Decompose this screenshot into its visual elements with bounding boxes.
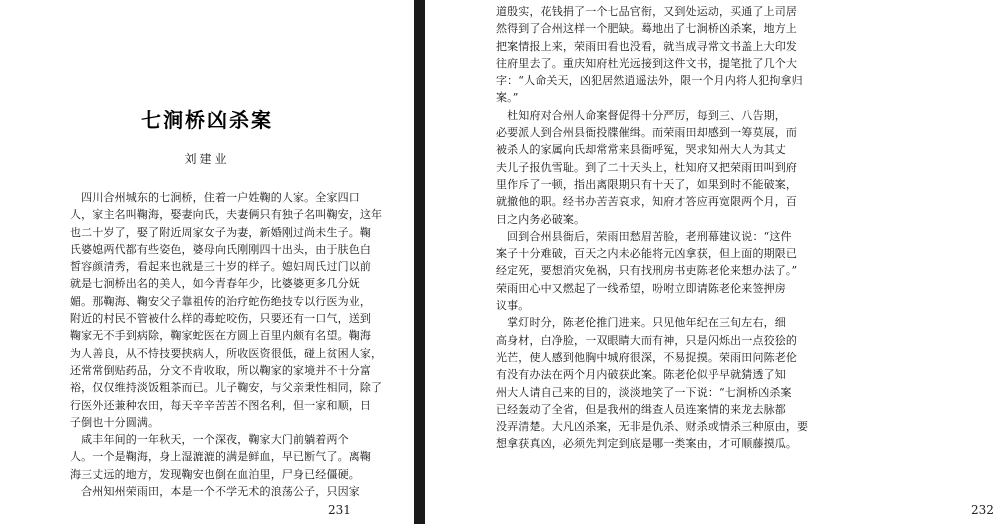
text-line: 往府里去了。重庆知府杜光远接到这件文书，提笔批了几个大 <box>496 56 798 70</box>
text-line: 裕，仅仅维持淡饭粗茶而已。儿子鞠安，与父亲秉性相同，除了 <box>70 381 383 395</box>
text-line: 州大人请自己来的目的，淡淡地笑了一下说：“七涧桥凶杀案 <box>496 385 792 399</box>
text-line: 荣雨田心中又燃起了一线希望，吩咐立即请陈老伦来签押房 <box>496 281 786 295</box>
text-line: 海三丈远的地方，发现鞠安也倒在血泊里，尸身已经僵硬。 <box>70 467 360 481</box>
text-line: 合州知州荣雨田，本是一个不学无术的浪荡公子，只因家 <box>70 485 360 499</box>
text-line: 没弄清楚。大凡凶杀案，无非是仇杀、财杀或情杀三种原由，要 <box>496 420 809 434</box>
author-name: 刘建业 <box>184 152 230 166</box>
page-number-left: 231 <box>328 503 351 517</box>
text-line: 有没有办法在两个月内破获此案。陈老伦似乎早就猜透了知 <box>496 368 786 382</box>
right-body-text <box>496 3 808 470</box>
text-line: 也二十岁了，娶了附近周家女子为妻，新婚刚过尚未生子。鞠 <box>70 225 372 239</box>
text-line: 人，家主名叫鞠海，娶妻向氏，夫妻俩只有独子名叫鞠安，这年 <box>70 208 383 222</box>
text-line: 掌灯时分，陈老伦推门进来。只见他年纪在三旬左右，细 <box>496 316 786 330</box>
text-line: 就撤他的职。经书办苦苦哀求，知府才答应再宽限两个月，百 <box>496 195 798 209</box>
left-page <box>0 0 414 524</box>
text-line: 已经轰动了全省，但是我州的缉查人员连案情的来龙去脉都 <box>496 402 786 416</box>
left-body-text <box>70 189 383 500</box>
text-line: 咸丰年间的一年秋天，一个深夜，鞠家大门前躺着两个 <box>70 433 349 447</box>
text-line: 案。” <box>496 91 519 105</box>
text-line: 字：“人命关天，凶犯居然逍遥法外，限一个月内将人犯拘拿归 <box>496 74 803 88</box>
text-line: 必要派人到合州县衙投牒催缉。而荣雨田却感到一筹莫展，而 <box>496 126 798 140</box>
text-line: 附近的村民不管被什么样的毒蛇咬伤，只要还有一口气，送到 <box>70 312 372 326</box>
text-line: 被杀人的家属向氏却常常来县衙呼冤，哭求知州大人为其丈 <box>496 143 786 157</box>
text-line: 把案情报上来，荣雨田看也没看，就当成寻常文书盖上大印发 <box>496 39 798 53</box>
text-line: 道殷实，花钱捐了一个七品官衔，又到处运动，买通了上司居 <box>496 5 798 18</box>
text-line: 里作斥了一顿，指出离限期只有十天了，如果到时不能破案， <box>496 177 798 191</box>
text-line <box>496 453 808 470</box>
text-line: 议事。 <box>496 299 530 313</box>
text-line: 光芒，使人感到他胸中城府很深，不易捉摸。荣雨田问陈老伦 <box>496 350 798 364</box>
text-line: 经定死，要想消灾免祸，只有找刑房书吏陈老伦来想办法了。” <box>496 264 798 278</box>
text-line: 日之内务必破案。 <box>496 212 586 226</box>
text-line: 四川合州城东的七涧桥，住着一户姓鞠的人家。全家四口 <box>70 191 360 204</box>
text-line: 鞠家无不手到病除，鞠家蛇医在方圆上百里内颇有名望。鞠海 <box>70 329 372 343</box>
text-line: 就是七涧桥出名的美人，如今青春年少，比婆婆更多几分妩 <box>70 277 360 291</box>
text-line: 还常常倒贴药品，分文不肯收取，所以鞠家的家境并不十分富 <box>70 363 372 377</box>
text-line: 行医外还兼种农田，每天辛辛苦苦不图名利，但一家和顺，日 <box>70 398 372 412</box>
text-line: 杜知府对合州人命案督促得十分严厉，每到三、八告期， <box>496 108 786 122</box>
text-line: 子倒也十分圆满。 <box>70 415 160 429</box>
text-line: 氏婆媳两代都有些姿色，婆母向氏刚刚四十出头，由于肤色白 <box>70 242 372 256</box>
text-line: 为人善良，从不恃技要挟病人，所收医资很低，碰上贫困人家， <box>70 346 383 360</box>
text-line: 案子十分难破，百天之内未必能将元凶拿获，但上面的期限已 <box>496 247 798 261</box>
page-number-right: 232 <box>971 503 994 517</box>
text-line: 皙容颜清秀，看起来也就是三十岁的样子。媳妇周氏过门以前 <box>70 260 372 274</box>
text-line: 然得到了合州这样一个肥缺。蓦地出了七涧桥凶杀案，地方上 <box>496 22 798 36</box>
text-line: 人。一个是鞠海，身上湿漉漉的满是鲜血，早已断气了。离鞠 <box>70 450 372 464</box>
text-line: 高身材，白净脸，一双眼睛大而有神，只是闪烁出一点狡狯的 <box>496 333 798 347</box>
text-line: 回到合州县衙后，荣雨田愁眉苦脸，老刑幕建议说：“这件 <box>496 229 792 243</box>
book-gutter <box>414 0 425 524</box>
text-line: 媚。那鞠海、鞠安父子靠祖传的治疗蛇伤绝技专以行医为业， <box>70 294 372 308</box>
text-line: 想拿获真凶，必须先判定到底是哪一类案由，才可顺藤摸瓜。 <box>496 437 798 451</box>
text-line: 夫儿子报仇雪耻。到了二十天头上，杜知府又把荣雨田叫到府 <box>496 160 798 174</box>
article-title: 七涧桥凶杀案 <box>141 108 273 132</box>
